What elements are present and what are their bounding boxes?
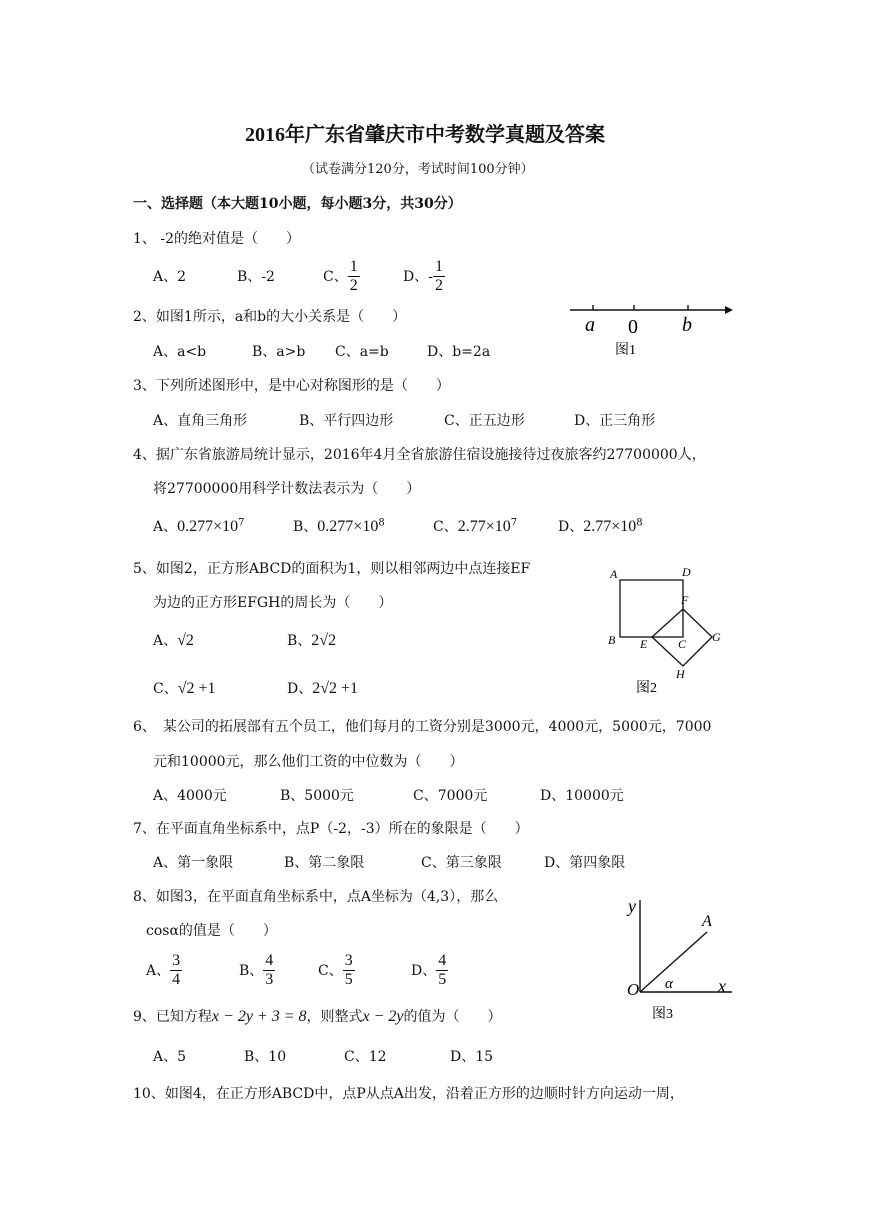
- fraction: $\frac{4}{5}$: [438, 951, 447, 988]
- fig1-label-a: a: [585, 314, 595, 336]
- page-title: 2016年广东省肇庆市中考数学真题及答案: [245, 124, 605, 146]
- question-6-stem-line-2: 元和10000元，那么他们工资的中位数为（ ）: [153, 754, 464, 770]
- fig1-label-b: b: [682, 314, 692, 336]
- fig2-label-E: E: [640, 637, 648, 651]
- fraction: $\frac{1}{2}$: [434, 257, 443, 294]
- fraction: $\frac{3}{4}$: [172, 951, 181, 988]
- q6-option-b: B、5000元: [280, 788, 354, 804]
- q5-option-a: A、√2: [153, 632, 194, 649]
- fig2-label-H: H: [676, 667, 685, 681]
- fraction: $\frac{4}{3}$: [265, 951, 274, 988]
- q9-expression: x − 2y: [362, 1008, 404, 1025]
- question-8-stem-line-1: 8、如图3，在平面直角坐标系中，点A坐标为（4,3），那么: [133, 889, 499, 905]
- question-7-options: [153, 852, 625, 872]
- fig1-label-0: 0: [628, 316, 638, 338]
- figure-2-squares: [600, 562, 730, 698]
- q8-option-a: A、 $\frac{3}{4}$: [146, 951, 181, 988]
- fig2-label-B: B: [608, 633, 616, 647]
- fig3-label-y: y: [628, 896, 636, 916]
- q2-option-d: D、b=2a: [427, 344, 491, 360]
- question-1-options: [153, 255, 445, 297]
- question-4-stem-line-1: 4、据广东省旅游局统计显示，2016年4月全省旅游住宿设施接待过夜旅客约27700000人，: [133, 447, 706, 463]
- q3-option-c: C、正五边形: [444, 413, 525, 429]
- q7-option-d: D、第四象限: [544, 855, 626, 871]
- fig3-label-x: x: [718, 976, 726, 996]
- figure-3-caption: 图3: [652, 1007, 673, 1022]
- question-3-options: [153, 410, 655, 430]
- question-9-stem: 9、已知方程x − 2y + 3 = 8，则整式x − 2y的值为（ ）: [133, 1008, 502, 1025]
- question-2-options: [153, 341, 490, 361]
- q1-option-a: A、2: [153, 269, 187, 285]
- figure-1-caption: 图1: [615, 343, 636, 358]
- q4-option-a: A、$0.277\times 10^7$: [153, 517, 245, 535]
- question-3-stem: 3、下列所述图形中，是中心对称图形的是（ ）: [133, 378, 450, 394]
- q2-option-b: B、a>b: [252, 344, 306, 360]
- q3-option-a: A、直角三角形: [153, 413, 248, 429]
- figure-2-caption: 图2: [636, 681, 657, 696]
- q1-option-c: C、 $\frac{1}{2}$: [323, 257, 358, 294]
- question-4-stem-line-2: 将27700000用科学计数法表示为（ ）: [153, 481, 421, 497]
- fig3-label-o: O: [627, 980, 640, 999]
- q7-option-a: A、第一象限: [153, 855, 234, 871]
- q7-option-b: B、第二象限: [284, 855, 365, 871]
- q1-option-d: D、- $\frac{1}{2}$: [403, 257, 443, 294]
- fig2-label-A: A: [610, 567, 618, 581]
- q4-option-c: C、$2.77\times 10^7$: [433, 517, 518, 535]
- fig2-label-C: C: [678, 637, 687, 651]
- question-8-stem-line-2: cosα的值是（ ）: [146, 923, 277, 939]
- question-5-stem-line-2: 为边的正方形EFGH的周长为（ ）: [153, 595, 393, 611]
- question-10-stem: 10、如图4，在正方形ABCD中，点P从点A出发，沿着正方形的边顺时针方向运动一周，: [133, 1086, 684, 1102]
- fraction: $\frac{1}{2}$: [349, 257, 358, 294]
- q3-option-b: B、平行四边形: [299, 413, 394, 429]
- q9-option-a: A、5: [153, 1049, 187, 1065]
- question-2-stem: 2、如图1所示，a和b的大小关系是（ ）: [133, 309, 407, 325]
- fig3-label-A: A: [702, 913, 712, 930]
- question-6-stem-line-1: 6、 某公司的拓展部有五个员工，他们每月的工资分别是3000元，4000元，5000元，7000: [133, 719, 712, 735]
- figure-3-coordinate-plane: [610, 892, 740, 1026]
- question-5-stem-line-1: 5、如图2，正方形ABCD的面积为1，则以相邻两边中点连接EF: [133, 561, 531, 577]
- question-5-options-row-2: [153, 678, 358, 698]
- figure-1-number-line: [565, 296, 735, 360]
- q4-option-b: B、$0.277\times 10^8$: [293, 517, 385, 535]
- q9-equation: x − 2y + 3 = 8: [211, 1008, 307, 1025]
- q2-option-a: A、a<b: [153, 344, 207, 360]
- fig2-label-F: F: [681, 593, 689, 607]
- section-heading: 一、选择题（本大题10小题，每小题3分，共30分）: [133, 196, 462, 212]
- q9-option-c: C、12: [344, 1049, 387, 1065]
- q5-option-d: D、2√2 +1: [287, 680, 359, 697]
- page-subtitle: （试卷满分120分，考试时间100分钟）: [302, 162, 534, 177]
- question-8-options: [146, 948, 448, 992]
- q1-option-b: B、-2: [237, 269, 275, 285]
- q6-option-d: D、10000元: [540, 788, 624, 804]
- q8-option-b: B、 $\frac{4}{3}$: [239, 951, 274, 988]
- q6-option-c: C、7000元: [413, 788, 488, 804]
- q9-option-d: D、15: [450, 1049, 494, 1065]
- q2-option-c: C、a=b: [335, 344, 389, 360]
- q8-option-c: C、 $\frac{3}{5}$: [318, 951, 353, 988]
- question-1-stem: 1、 -2的绝对值是（ ）: [133, 231, 300, 247]
- question-5-options-row-1: [153, 630, 336, 650]
- q3-option-d: D、正三角形: [574, 413, 656, 429]
- q5-option-c: C、√2 +1: [153, 680, 216, 697]
- q5-option-b: B、2√2: [287, 632, 337, 649]
- q9-option-b: B、10: [244, 1049, 287, 1065]
- q4-option-d: D、$2.77\times 10^8$: [558, 517, 643, 535]
- fig3-label-alpha: α: [665, 976, 673, 992]
- fig2-label-G: G: [712, 630, 721, 644]
- q8-option-d: D、 $\frac{4}{5}$: [411, 951, 447, 988]
- fraction: $\frac{3}{5}$: [344, 951, 353, 988]
- question-7-stem: 7、在平面直角坐标系中，点P（-2，-3）所在的象限是（ ）: [133, 821, 529, 837]
- q7-option-c: C、第三象限: [421, 855, 502, 871]
- question-9-options: [153, 1046, 493, 1066]
- question-4-options: [153, 516, 643, 536]
- q6-option-a: A、4000元: [153, 788, 227, 804]
- fig2-label-D: D: [682, 565, 691, 579]
- question-6-options: [153, 785, 624, 805]
